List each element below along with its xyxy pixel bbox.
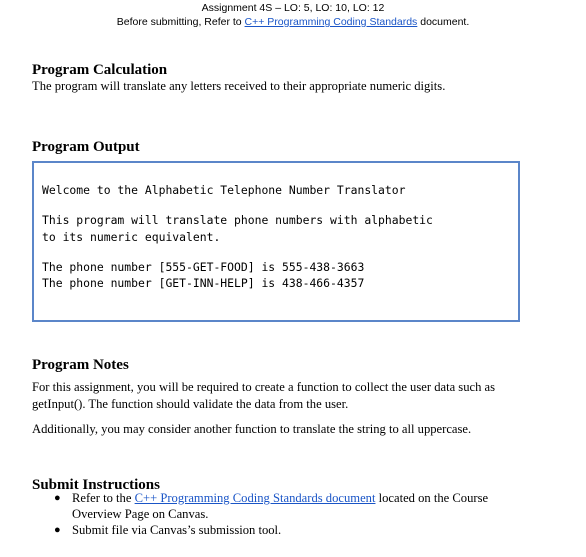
output-welcome-line: Welcome to the Alphabetic Telephone Number Translator xyxy=(42,183,406,197)
output-description-line-1: This program will translate phone numbers with alphabetic xyxy=(42,213,433,227)
coding-standards-link[interactable]: C++ Programming Coding Standards xyxy=(244,16,418,28)
assignment-header: Assignment 4S – LO: 5, LO: 10, LO: 12 xyxy=(201,2,385,14)
submit-item-1-suffix: located on the Course xyxy=(375,491,489,505)
notes-paragraph-1-line-2: getInput(). The function should validate the data from the user. xyxy=(32,397,349,411)
output-heading: Program Output xyxy=(32,139,140,155)
submit-item-1-line-2: Overview Page on Canvas. xyxy=(72,507,209,521)
output-result-line-2: The phone number [GET-INN-HELP] is 438-466-4357 xyxy=(42,276,365,290)
submit-item-1-prefix: Refer to the xyxy=(72,491,135,505)
notes-heading: Program Notes xyxy=(32,357,129,373)
output-result-line-1: The phone number [555-GET-FOOD] is 555-438-3663 xyxy=(42,260,365,274)
notes-paragraph-1-line-1: For this assignment, you will be required to create a function to collect the user data such as xyxy=(32,380,496,394)
standards-notice-suffix: document. xyxy=(417,16,470,28)
calculation-heading: Program Calculation xyxy=(32,62,168,78)
program-output-box xyxy=(32,161,520,322)
submit-instructions-list xyxy=(51,490,521,538)
standards-notice xyxy=(0,15,586,29)
submit-heading: Submit Instructions xyxy=(32,477,160,493)
coding-standards-document-link[interactable]: C++ Programming Coding Standards document xyxy=(134,491,376,505)
bullet-icon: ● xyxy=(54,524,61,536)
notes-paragraph-2: Additionally, you may consider another function to translate the string to all uppercase. xyxy=(32,422,472,436)
submit-item-2: Submit file via Canvas’s submission tool. xyxy=(72,523,282,537)
standards-notice-prefix: Before submitting, Refer to xyxy=(116,16,245,28)
calculation-text: The program will translate any letters received to their appropriate numeric digits. xyxy=(32,79,446,93)
list-item xyxy=(51,490,521,522)
bullet-icon: ● xyxy=(54,492,61,504)
list-item xyxy=(51,522,521,538)
output-description-line-2: to its numeric equivalent. xyxy=(42,230,221,244)
